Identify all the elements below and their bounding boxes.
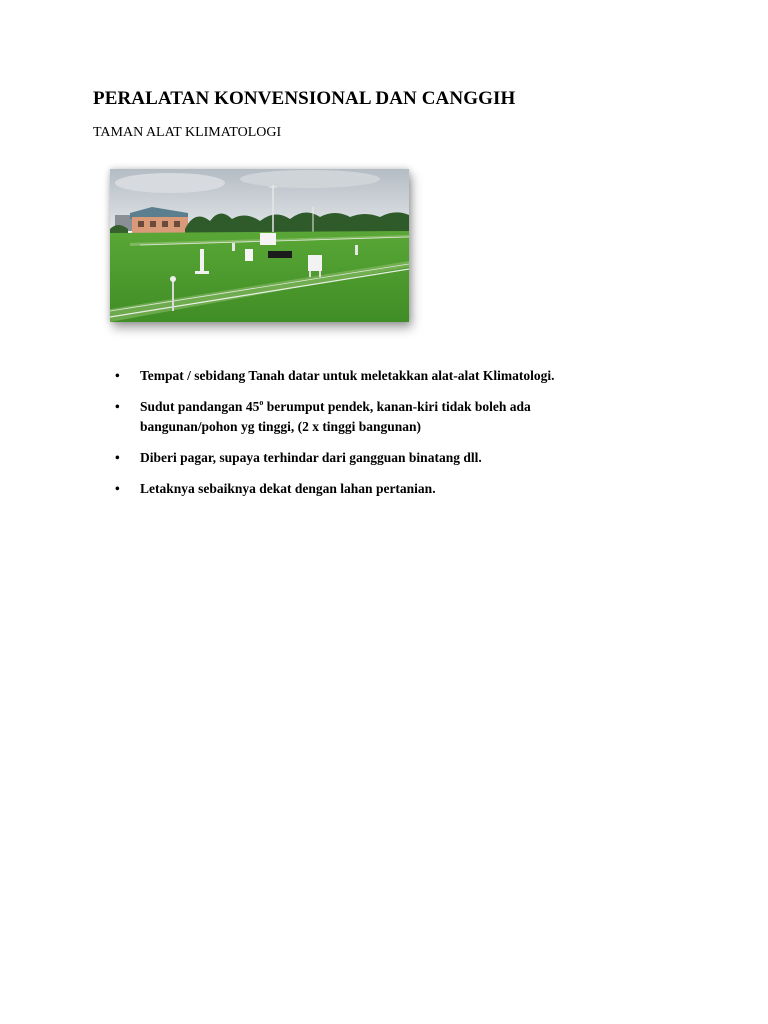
section-subtitle: TAMAN ALAT KLIMATOLOGI	[93, 125, 282, 140]
list-item	[113, 479, 673, 499]
bullet-list	[113, 366, 673, 510]
bullet-text-part: Sudut pandangan 45	[140, 399, 260, 414]
bullet-icon: •	[115, 399, 120, 414]
bullet-text-line2: bangunan/pohon yg tinggi, (2 x tinggi bangunan)	[140, 419, 421, 434]
page-title: PERALATAN KONVENSIONAL DAN CANGGIH	[93, 88, 516, 109]
bullet-text-part: berumput pendek, kanan-kiri tidak boleh ada	[263, 399, 531, 414]
bullet-text: Diberi pagar, supaya terhindar dari gangguan binatang dll.	[140, 450, 482, 465]
bullet-text: Letaknya sebaiknya dekat dengan lahan pertanian.	[140, 481, 436, 496]
bullet-text: Tempat / sebidang Tanah datar untuk meletakkan alat-alat Klimatologi.	[140, 368, 555, 383]
bullet-icon: •	[115, 450, 120, 465]
bullet-icon: •	[115, 481, 120, 496]
list-item	[113, 448, 673, 468]
climatology-garden-photo	[110, 169, 409, 322]
photo-illustration	[110, 169, 409, 322]
list-item	[113, 397, 673, 437]
list-item	[113, 366, 673, 386]
degree-superscript: o	[259, 398, 264, 407]
bullet-icon: •	[115, 368, 120, 383]
